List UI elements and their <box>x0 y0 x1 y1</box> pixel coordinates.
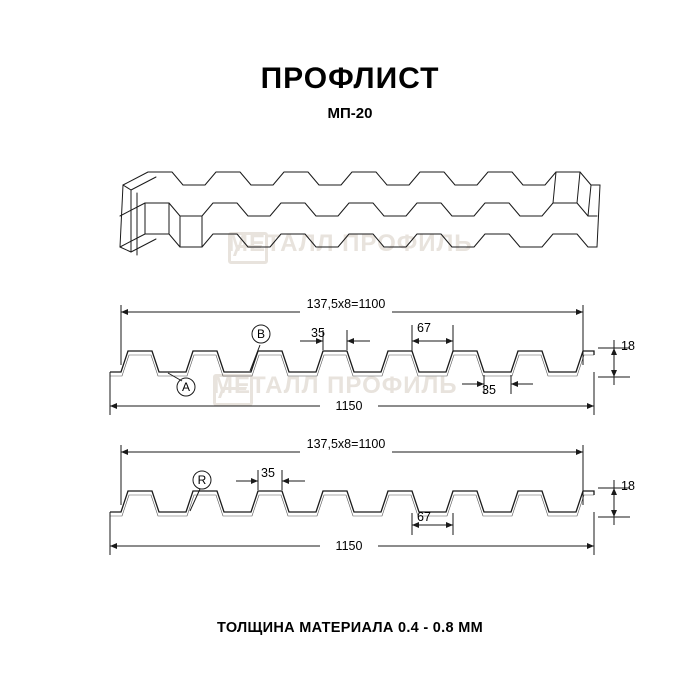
dim-height-1: 18 <box>621 339 635 353</box>
dim-67-2: 67 <box>417 510 431 524</box>
page-subtitle: МП-20 <box>327 105 373 122</box>
page-title: ПРОФЛИСТ <box>260 62 440 95</box>
profile-diagram-1 <box>110 305 630 415</box>
dim-height-2: 18 <box>621 479 635 493</box>
isometric-sheet-view <box>120 172 600 255</box>
dim-bottom-1: 1150 <box>335 399 363 413</box>
dim-top-2: 137,5х8=1100 <box>306 437 386 451</box>
callout-r-label: R <box>197 473 207 487</box>
material-thickness-note: ТОЛЩИНА МАТЕРИАЛА 0.4 - 0.8 ММ <box>217 620 483 636</box>
dim-67-1: 67 <box>417 321 431 335</box>
dim-bottom-2: 1150 <box>335 539 363 553</box>
callout-b-label: B <box>256 327 266 341</box>
watermark-text-bottom: МЕТАЛЛ ПРОФИЛЬ <box>213 372 458 399</box>
callout-a-label: A <box>181 380 191 394</box>
watermark-text-top: МЕТАЛЛ ПРОФИЛЬ <box>228 230 473 257</box>
dim-35-left-1: 35 <box>311 326 325 340</box>
dim-top-1: 137,5х8=1100 <box>306 297 386 311</box>
dim-35-right-1: 35 <box>482 383 496 397</box>
profile-diagram-2 <box>110 445 630 555</box>
dim-35-2: 35 <box>261 466 275 480</box>
